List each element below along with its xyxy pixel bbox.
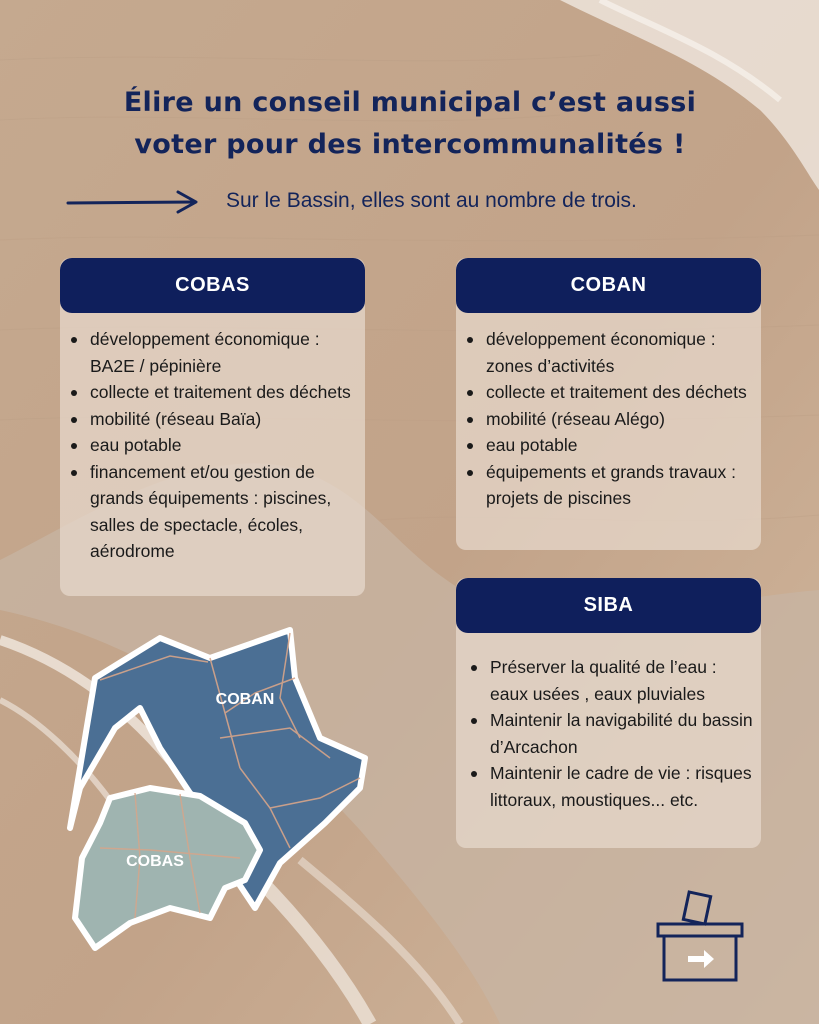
list-item: développement économique : zones d’activités: [462, 326, 758, 379]
list-item: mobilité (réseau Alégo): [462, 406, 758, 433]
subtitle: Sur le Bassin, elles sont au nombre de trois.: [226, 189, 637, 212]
cobas-list: [66, 326, 362, 565]
list-item: développement économique : BA2E / pépinière: [66, 326, 362, 379]
coban-list: [462, 326, 758, 512]
coban-heading: COBAN: [456, 258, 761, 313]
cobas-heading: COBAS: [60, 258, 365, 313]
list-item: Préserver la qualité de l’eau : eaux usées , eaux pluviales: [466, 654, 758, 707]
map-label-cobas: COBAS: [126, 853, 184, 870]
ballot-box-icon: [650, 890, 750, 985]
list-item: équipements et grands travaux : projets de piscines: [462, 459, 758, 512]
list-item: Maintenir la navigabilité du bassin d’Arcachon: [466, 707, 758, 760]
siba-card: [456, 578, 761, 848]
list-item: eau potable: [66, 432, 362, 459]
list-item: eau potable: [462, 432, 758, 459]
list-item: mobilité (réseau Baïa): [66, 406, 362, 433]
page-title: [40, 82, 780, 166]
title-line-2: voter pour des intercommunalités !: [134, 129, 686, 160]
list-item: collecte et traitement des déchets: [66, 379, 362, 406]
title-line-1: Élire un conseil municipal c’est aussi: [123, 87, 697, 118]
list-item: Maintenir le cadre de vie : risques littoraux, moustiques... etc.: [466, 760, 758, 813]
list-item: collecte et traitement des déchets: [462, 379, 758, 406]
arrow-right-icon: [66, 189, 202, 215]
siba-list: [466, 654, 758, 813]
intercommunality-map: [40, 618, 390, 968]
siba-heading: SIBA: [456, 578, 761, 633]
map-label-coban: COBAN: [215, 691, 275, 708]
cobas-card: [60, 258, 365, 596]
coban-card: [456, 258, 761, 550]
list-item: financement et/ou gestion de grands équipements : piscines, salles de spectacle, écoles, aérodrome: [66, 459, 362, 565]
